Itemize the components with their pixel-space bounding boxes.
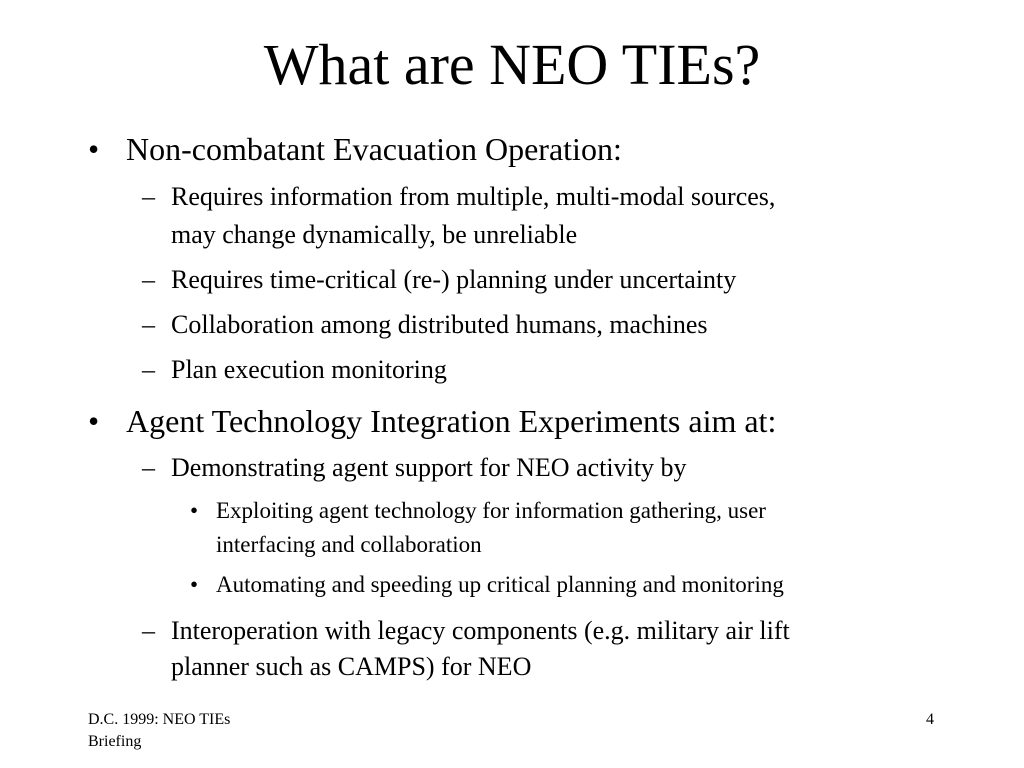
bullet-marker: • bbox=[88, 403, 100, 439]
dash-marker: – bbox=[142, 310, 155, 339]
bullet-marker: • bbox=[190, 498, 199, 523]
page-number: 4 bbox=[926, 711, 934, 728]
sub-sub-bullet-text: Automating and speeding up critical planning and monitoring bbox=[216, 572, 784, 597]
dash-marker: – bbox=[142, 182, 155, 211]
sub-bullet-text: Requires time-critical (re-) planning under uncertainty bbox=[171, 265, 737, 294]
bullet-marker: • bbox=[190, 572, 199, 597]
dash-marker: – bbox=[142, 265, 155, 294]
sub-bullet-text: Collaboration among distributed humans, machines bbox=[171, 310, 708, 339]
sub-bullet-text: Requires information from multiple, multi-modal sources, bbox=[171, 182, 776, 211]
sub-bullet-text: may change dynamically, be unreliable bbox=[171, 220, 578, 249]
sub-bullet-text: Interoperation with legacy components (e.g. military air lift bbox=[171, 616, 790, 645]
footer-label-line: Briefing bbox=[88, 733, 142, 750]
bullet-marker: • bbox=[88, 131, 100, 167]
sub-sub-bullet-text: Exploiting agent technology for information gathering, user bbox=[216, 498, 766, 523]
footer-label bbox=[88, 709, 288, 753]
sub-bullet-text: Plan execution monitoring bbox=[171, 355, 447, 384]
dash-marker: – bbox=[142, 616, 155, 645]
sub-sub-bullet-text: interfacing and collaboration bbox=[216, 532, 482, 557]
bullet-text: Agent Technology Integration Experiments aim at: bbox=[126, 403, 777, 439]
sub-bullet-text: planner such as CAMPS) for NEO bbox=[171, 652, 532, 681]
footer-label-line: D.C. 1999: NEO TIEs bbox=[88, 711, 231, 728]
dash-marker: – bbox=[142, 355, 155, 384]
sub-bullet-text: Demonstrating agent support for NEO activity by bbox=[171, 453, 687, 482]
slide-title: What are NEO TIEs? bbox=[263, 32, 761, 97]
dash-marker: – bbox=[142, 453, 155, 482]
bullet-text: Non-combatant Evacuation Operation: bbox=[126, 131, 622, 167]
